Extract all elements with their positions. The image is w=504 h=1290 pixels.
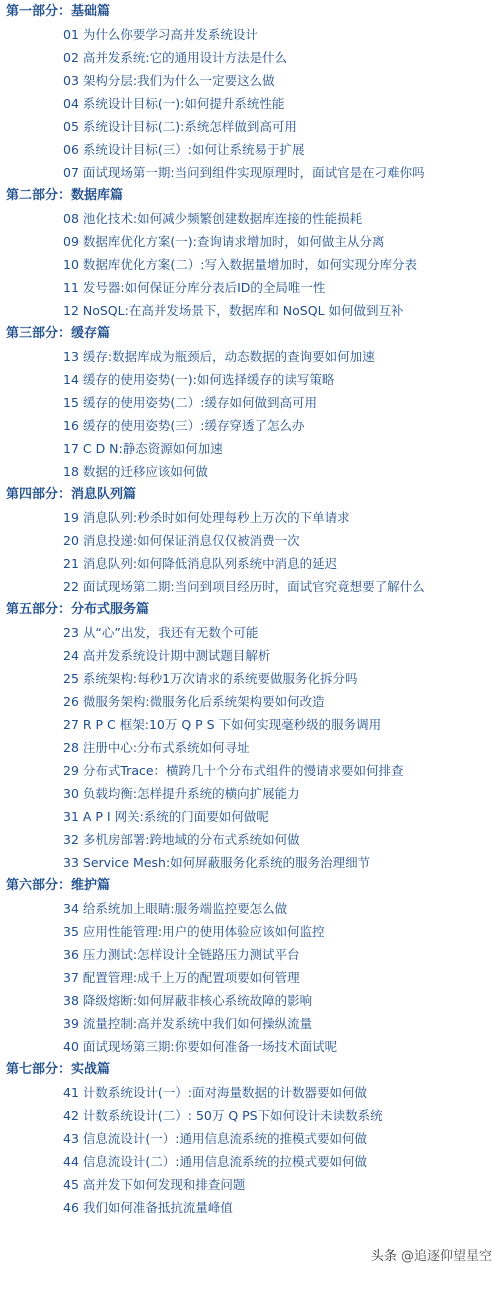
chapter-link[interactable]: 25 系统架构:每秒1万次请求的系统要做服务化拆分吗 xyxy=(63,671,358,686)
chapter-link[interactable]: 27 R P C 框架:10万 Q P S 下如何实现毫秒级的服务调用 xyxy=(63,717,382,732)
part-title: 第三部分：缓存篇 xyxy=(6,326,111,341)
chapter-list xyxy=(0,897,504,1058)
chapter-link[interactable]: 40 面试现场第三期:你要如何准备一场技术面试呢 xyxy=(63,1039,338,1054)
chapter-link[interactable]: 41 计数系统设计(一）:面对海量数据的计数器要如何做 xyxy=(63,1085,367,1100)
chapter-link[interactable]: 26 微服务架构:微服务化后系统架构要如何改造 xyxy=(63,694,325,709)
part-title: 第七部分：实战篇 xyxy=(6,1062,111,1077)
chapter-link[interactable]: 45 高并发下如何发现和排查问题 xyxy=(63,1177,246,1192)
chapter-list xyxy=(0,621,504,874)
chapter-link[interactable]: 08 池化技术:如何减少频繁创建数据库连接的性能损耗 xyxy=(63,211,363,226)
part-title: 第二部分：数据库篇 xyxy=(6,188,124,203)
chapter-link[interactable]: 09 数据库优化方案(一):查询请求增加时，如何做主从分离 xyxy=(63,234,385,249)
chapter-link[interactable]: 20 消息投递:如何保证消息仅仅被消费一次 xyxy=(63,533,300,548)
watermark-handle: @追逐仰望星空 xyxy=(400,1249,492,1264)
chapter-link[interactable]: 17 C D N:静态资源如何加速 xyxy=(63,441,223,456)
chapter-link[interactable]: 31 A P I 网关:系统的门面要如何做呢 xyxy=(63,809,269,824)
chapter-link[interactable]: 43 信息流设计(一）:通用信息流系统的推模式要如何做 xyxy=(63,1131,367,1146)
chapter-link[interactable]: 19 消息队列:秒杀时如何处理每秒上万次的下单请求 xyxy=(63,510,350,525)
chapter-link[interactable]: 28 注册中心:分布式系统如何寻址 xyxy=(63,740,250,755)
watermark-site: 头条 xyxy=(370,1249,397,1264)
chapter-link[interactable]: 03 架构分层:我们为什么一定要这么做 xyxy=(63,73,275,88)
chapter-link[interactable]: 15 缓存的使用姿势(二）:缓存如何做到高可用 xyxy=(63,395,317,410)
part-title: 第一部分：基础篇 xyxy=(6,4,111,19)
chapter-link[interactable]: 11 发号器:如何保证分库分表后ID的全局唯一性 xyxy=(63,280,326,295)
chapter-link[interactable]: 10 数据库优化方案(二）:写入数据量增加时，如何实现分库分表 xyxy=(63,257,417,272)
part-section xyxy=(0,1058,504,1219)
chapter-link[interactable]: 02 高并发系统:它的通用设计方法是什么 xyxy=(63,50,288,65)
chapter-link[interactable]: 30 负载均衡:怎样提升系统的横向扩展能力 xyxy=(63,786,300,801)
part-section xyxy=(0,0,504,184)
chapter-link[interactable]: 32 多机房部署:跨地域的分布式系统如何做 xyxy=(63,832,300,847)
part-section xyxy=(0,184,504,322)
chapter-link[interactable]: 06 系统设计目标(三）:如何让系统易于扩展 xyxy=(63,142,305,157)
chapter-link[interactable]: 36 压力测试:怎样设计全链路压力测试平台 xyxy=(63,947,300,962)
chapter-list xyxy=(0,23,504,184)
part-section xyxy=(0,874,504,1058)
part-section xyxy=(0,322,504,483)
chapter-link[interactable]: 01 为什么你要学习高并发系统设计 xyxy=(63,27,258,42)
chapter-link[interactable]: 04 系统设计目标(一):如何提升系统性能 xyxy=(63,96,285,111)
chapter-list xyxy=(0,506,504,598)
part-section xyxy=(0,483,504,598)
chapter-link[interactable]: 16 缓存的使用姿势(三）:缓存穿透了怎么办 xyxy=(63,418,305,433)
chapter-link[interactable]: 39 流量控制:高并发系统中我们如何操纵流量 xyxy=(63,1016,313,1031)
chapter-list xyxy=(0,1081,504,1219)
chapter-link[interactable]: 33 Service Mesh:如何屏蔽服务化系统的服务治理细节 xyxy=(63,855,371,870)
chapter-link[interactable]: 21 消息队列:如何降低消息队列系统中消息的延迟 xyxy=(63,556,338,571)
chapter-link[interactable]: 24 高并发系统设计期中测试题目解析 xyxy=(63,648,271,663)
chapter-link[interactable]: 46 我们如何准备抵抗流量峰值 xyxy=(63,1200,233,1215)
chapter-link[interactable]: 34 给系统加上眼睛:服务端监控要怎么做 xyxy=(63,901,288,916)
chapter-link[interactable]: 12 NoSQL:在高并发场景下，数据库和 NoSQL 如何做到互补 xyxy=(63,303,404,318)
chapter-link[interactable]: 42 计数系统设计(二）: 50万 Q PS下如何设计未读数系统 xyxy=(63,1108,383,1123)
part-title: 第五部分：分布式服务篇 xyxy=(6,602,150,617)
chapter-link[interactable]: 13 缓存:数据库成为瓶颈后，动态数据的查询要如何加速 xyxy=(63,349,375,364)
watermark xyxy=(371,1246,492,1268)
chapter-link[interactable]: 07 面试现场第一期:当问到组件实现原理时，面试官是在刁难你吗 xyxy=(63,165,425,180)
chapter-link[interactable]: 37 配置管理:成千上万的配置项要如何管理 xyxy=(63,970,300,985)
chapter-link[interactable]: 05 系统设计目标(二):系统怎样做到高可用 xyxy=(63,119,297,134)
part-title: 第四部分：消息队列篇 xyxy=(6,487,137,502)
part-section xyxy=(0,598,504,874)
chapter-link[interactable]: 38 降级熔断:如何屏蔽非核心系统故障的影响 xyxy=(63,993,313,1008)
chapter-link[interactable]: 23 从“心”出发，我还有无数个可能 xyxy=(63,625,259,640)
chapter-link[interactable]: 29 分布式Trace：横跨几十个分布式组件的慢请求要如何排查 xyxy=(63,763,404,778)
chapter-link[interactable]: 18 数据的迁移应该如何做 xyxy=(63,464,208,479)
chapter-link[interactable]: 35 应用性能管理:用户的使用体验应该如何监控 xyxy=(63,924,325,939)
chapter-link[interactable]: 22 面试现场第二期:当问到项目经历时，面试官究竟想要了解什么 xyxy=(63,579,425,594)
chapter-link[interactable]: 44 信息流设计(二）:通用信息流系统的拉模式要如何做 xyxy=(63,1154,367,1169)
chapter-list xyxy=(0,207,504,322)
chapter-link[interactable]: 14 缓存的使用姿势(一):如何选择缓存的读写策略 xyxy=(63,372,335,387)
part-title: 第六部分：维护篇 xyxy=(6,878,111,893)
chapter-list xyxy=(0,345,504,483)
